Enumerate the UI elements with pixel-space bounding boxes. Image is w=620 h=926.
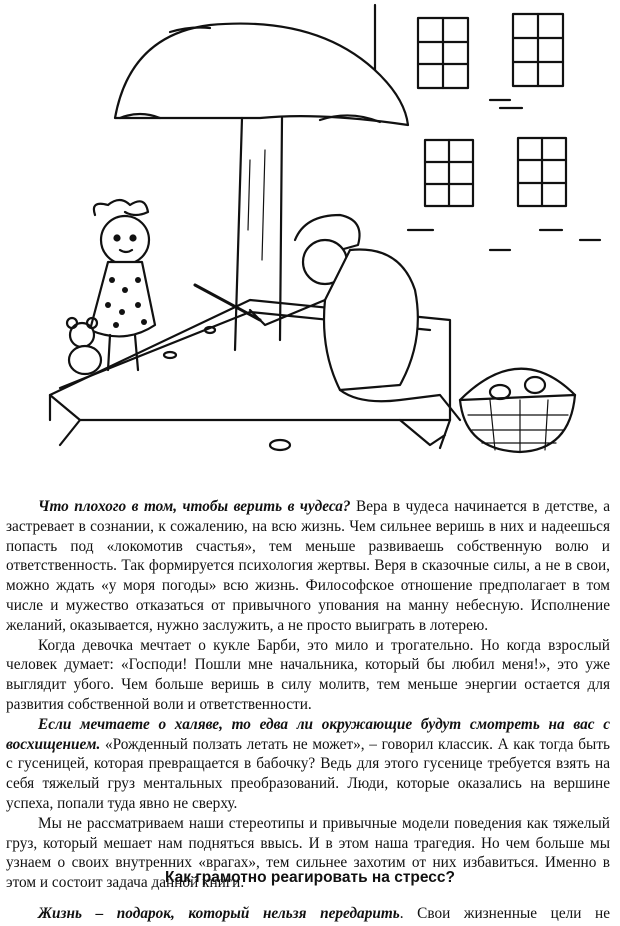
window-icon	[513, 14, 563, 86]
section-heading: Как грамотно реагировать на стресс?	[164, 869, 456, 886]
paragraph-text: Вера в чудеса начинается в детстве, а застревает в сознании, к сожалению, на всю жизнь. Чем сильнее веришь в них и надеешься попасть под «локомотив счастья», тем меньше развиваешь собственную волю и ответственность. Так формируется психология жертвы. Веря в сказочные силы, а не в свои, можно ждать «у моря погоды» всю жизнь. Философское отношение предполагает в том числе и мужество отказаться от привычного упования на манну небесную. Исполнение желаний, оказывается, нужно заслужить, а не просто выиграть в лотерею.	[6, 498, 611, 634]
paragraph-text: . Свои жизненные цели не	[399, 905, 611, 922]
paragraph	[6, 715, 610, 814]
paragraph-lead: Жизнь – подарок, который нельзя передарить	[38, 905, 400, 922]
paragraph-text: «Рожденный ползать летать не может», – говорил классик. А как тогда быть с гусеницей, которая превращается в бабочку? Ведь для этого гусенице требуется взять на себя тяжелый груз ментальных преобразований. Люди, которые оказались на вершине успеха, попали туда явно не сверху.	[6, 735, 610, 812]
window-icon	[425, 140, 473, 206]
window-icon	[518, 138, 566, 206]
paragraph	[6, 497, 610, 636]
paragraph-text: Когда девочка мечтает о кукле Барби, это мило и трогательно. Но когда взрослый человек думает: «Господи! Пошли мне начальника, который бы любил меня!», это уже выглядит убого. Чем больше веришь в силу молитв, тем меньше энергии остается для развития собственной воли и ответственности.	[6, 636, 610, 713]
basket-figure	[460, 369, 575, 452]
window-icon	[418, 18, 468, 88]
paragraph-text: Мы не рассматриваем наши стереотипы и привычные модели поведения как тяжелый груз, который мешает нам подняться ввысь. И в этом наша трагедия. Но чем больше мы узнаем о своих внутренних «врагах», тем сильнее захотим от них избавиться. Именно в этом и состоит задача данной книги.	[6, 814, 610, 892]
body-text	[6, 497, 610, 893]
girl-figure	[90, 200, 155, 370]
paragraph-lead: Если мечтаете о халяве, то едва ли окружающие будут смотреть на вас с восхищением.	[6, 715, 610, 753]
paragraph	[6, 636, 610, 715]
paragraph-lead: Что плохого в том, чтобы верить в чудеса?	[38, 498, 351, 515]
paragraph	[6, 904, 610, 924]
teddy-bear-figure	[67, 318, 101, 374]
cartoon-illustration	[20, 0, 605, 470]
